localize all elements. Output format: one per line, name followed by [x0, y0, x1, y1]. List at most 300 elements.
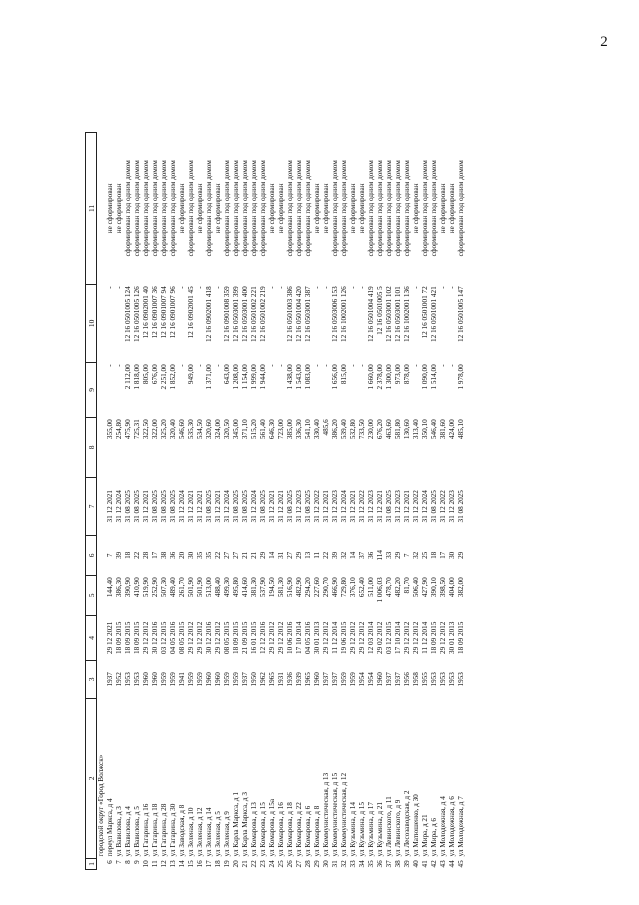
land-status: сформирован под одним домом	[295, 160, 303, 257]
address: ул Комарова, д 6	[304, 805, 312, 857]
year-built: 1937	[331, 672, 339, 687]
land-area: 1 944,00	[259, 364, 267, 390]
cost: 130,60	[403, 419, 411, 440]
cadastral-number: -	[178, 286, 186, 289]
registration-date: 29 12 2012	[358, 621, 366, 654]
cost: 381,60	[439, 419, 447, 440]
registration-date: 29 12 2012	[403, 621, 411, 654]
year-built: 1959	[169, 672, 177, 687]
registration-date: 29 12 2012	[196, 621, 204, 654]
residents-count: 13	[304, 551, 312, 559]
cadastral-number: -	[358, 286, 366, 289]
address: ул Мира, д 6	[430, 817, 438, 857]
deadline-date: 31 12 2021	[142, 490, 150, 523]
table-row	[286, 132, 295, 869]
area: 427,90	[421, 577, 429, 598]
table-row	[376, 132, 385, 869]
table-row	[214, 132, 223, 869]
year-built: 1959	[223, 672, 231, 687]
deadline-date: 31 12 2024	[421, 490, 429, 523]
table-row	[250, 132, 259, 869]
residents-count: 21	[250, 551, 258, 559]
year-built: 1965	[268, 672, 276, 687]
cadastral-number: 12 16 0503001 400	[241, 286, 249, 343]
row-number: 25	[277, 860, 285, 868]
address: ул Гагарина, д 28	[160, 803, 168, 857]
row-number: 34	[358, 860, 366, 868]
table-row	[115, 132, 124, 869]
residents-count: 27	[286, 551, 294, 559]
cost: 532,80	[349, 419, 357, 440]
residents-count: 29	[394, 551, 402, 559]
deadline-date: 31 12 2024	[115, 490, 123, 523]
address: переул Маркса, д 4	[106, 798, 114, 857]
registration-date: 29 12 2012	[214, 621, 222, 654]
land-status: сформирован под одним домом	[385, 160, 393, 257]
residents-count: 33	[385, 551, 393, 559]
address: ул Матюшенко, д 30	[412, 794, 420, 857]
column-number: 3	[86, 660, 97, 698]
year-built: 1953	[448, 672, 456, 687]
registration-date: 17 10 2014	[295, 621, 303, 654]
year-built: 1953	[124, 672, 132, 687]
table-row	[169, 132, 178, 869]
land-area: 1 208,00	[232, 364, 240, 390]
land-status: сформирован под одним домом	[151, 160, 159, 257]
area: 386,30	[115, 577, 123, 598]
area: 511,00	[367, 577, 375, 597]
land-status: не сформирован	[115, 183, 123, 234]
land-area: -	[214, 364, 222, 367]
address: ул Молодежная, д 6	[448, 796, 456, 857]
table-row	[259, 132, 268, 869]
land-area: 1 438,00	[286, 364, 294, 390]
deadline-date: 31 12 2021	[106, 490, 114, 523]
residents-count: 7	[403, 553, 411, 558]
table-row	[457, 132, 466, 869]
land-status: сформирован под одним домом	[421, 160, 429, 257]
cadastral-number: -	[115, 286, 123, 289]
cost: 324,00	[214, 419, 222, 440]
area: 414,60	[241, 577, 249, 598]
land-status: не сформирован	[178, 183, 186, 234]
year-built: 1959	[349, 672, 357, 687]
cost: 515,20	[250, 419, 258, 440]
residents-count: 36	[169, 551, 177, 559]
land-area: 2 251,00	[160, 364, 168, 390]
cadastral-number: 12 16 0503001 101	[394, 286, 402, 343]
cadastral-number: 12 16 0902001 418	[205, 286, 213, 343]
registration-date: 18 09 2015	[232, 621, 240, 654]
year-built: 1937	[322, 672, 330, 687]
table-row	[241, 132, 250, 869]
registration-date: 29 12 2021	[106, 621, 114, 654]
area: 652,40	[358, 577, 366, 598]
cadastral-number: 12 16 1002001 136	[403, 286, 411, 343]
row-number: 23	[259, 860, 267, 868]
deadline-date: 31 08 2025	[133, 490, 141, 523]
year-built: 1956	[403, 672, 411, 687]
table-row	[304, 132, 313, 869]
residents-count: 32	[340, 551, 348, 559]
table-row	[142, 132, 151, 869]
table-row	[232, 132, 241, 869]
area: 261,70	[178, 577, 186, 598]
area: 81,70	[403, 577, 411, 594]
table-row	[151, 132, 160, 869]
table-row	[106, 132, 115, 869]
column-number: 5	[86, 575, 97, 615]
table-row	[295, 132, 304, 869]
address: ул Гагарина, д 18	[151, 803, 159, 857]
land-status: сформирован под одним домом	[232, 160, 240, 257]
residents-count: 18	[124, 551, 132, 559]
cost: 322,00	[151, 419, 159, 440]
year-built: 1960	[313, 672, 321, 687]
cadastral-number: 12 16 0503001 399	[232, 286, 240, 343]
residents-count: 29	[457, 551, 465, 559]
row-number: 31	[331, 860, 339, 868]
area: 466,90	[331, 577, 339, 598]
address: ул Зеленая, д 10	[187, 807, 195, 857]
year-built: 1959	[196, 672, 204, 687]
cadastral-number: 12 16 0901008 359	[223, 286, 231, 343]
area: 513,00	[205, 577, 213, 598]
deadline-date: 31 12 2023	[367, 490, 375, 523]
cadastral-number: 12 16 0501003 386	[286, 286, 294, 343]
area: 488,40	[214, 577, 222, 598]
row-number: 19	[223, 860, 231, 868]
land-area: -	[313, 364, 321, 367]
row-number: 35	[367, 860, 375, 868]
land-area: 1 818,00	[133, 364, 141, 390]
cadastral-number: -	[214, 286, 222, 289]
cadastral-number: -	[439, 286, 447, 289]
table-row	[223, 132, 232, 869]
registration-date: 18 09 2015	[430, 621, 438, 654]
deadline-date: 31 08 2025	[205, 490, 213, 523]
area: 1 006,03	[376, 577, 384, 603]
land-status: не сформирован	[196, 183, 204, 234]
deadline-date: 31 12 2021	[349, 490, 357, 523]
deadline-date: 31 12 2023	[295, 490, 303, 523]
cost: 581,80	[394, 419, 402, 440]
deadline-date: 31 12 2021	[322, 490, 330, 523]
table-row	[133, 132, 142, 869]
table-row	[205, 132, 214, 869]
residents-count: 21	[241, 551, 249, 559]
area: 227,60	[313, 577, 321, 598]
area: 381,30	[250, 577, 258, 598]
row-number: 36	[376, 860, 384, 868]
land-status: не сформирован	[313, 183, 321, 234]
cadastral-number: -	[313, 286, 321, 289]
area: 410,90	[133, 577, 141, 598]
area: 290,70	[322, 577, 330, 598]
address: ул Кузьмина, д 14	[349, 802, 357, 857]
address: ул Молодежная, д 7	[457, 796, 465, 857]
address: ул Коммунистическая, д 12	[340, 772, 348, 857]
address: ул Левинского, д 9	[394, 799, 402, 857]
table-row	[403, 132, 412, 869]
land-status: сформирован под одним домом	[133, 160, 141, 257]
registration-date: 29 12 2012	[187, 621, 195, 654]
area: 398,50	[439, 577, 447, 598]
page-number: 2	[600, 34, 608, 50]
land-status: не сформирован	[448, 183, 456, 234]
row-number: 17	[205, 860, 213, 868]
cost: 254,80	[115, 419, 123, 440]
area: 144,40	[106, 577, 114, 598]
land-area: 1 660,00	[367, 364, 375, 390]
cadastral-number: 12 16 0501005 147	[457, 286, 465, 343]
land-area: -	[412, 364, 420, 367]
deadline-date: 31 12 2021	[214, 490, 222, 523]
column-number: 10	[86, 284, 97, 362]
residents-count: 22	[133, 551, 141, 559]
registration-date: 30 12 2016	[151, 621, 159, 654]
cost: 725,31	[133, 419, 141, 440]
year-built: 1953	[430, 672, 438, 687]
year-built: 1954	[358, 672, 366, 687]
registration-date: 17 10 2014	[394, 621, 402, 654]
deadline-date: 31 08 2025	[259, 490, 267, 523]
area: 519,90	[142, 577, 150, 598]
column-number: 4	[86, 615, 97, 660]
year-built: 1931	[277, 672, 285, 687]
deadline-date: 31 12 2022	[313, 490, 321, 523]
cost: 320,60	[205, 419, 213, 440]
column-number: 6	[86, 535, 97, 575]
residents-count: 25	[421, 551, 429, 559]
area: 495,80	[232, 577, 240, 598]
year-built: 1960	[142, 672, 150, 687]
cost: 386,20	[331, 419, 339, 440]
row-number: 28	[304, 860, 312, 868]
address: ул Гагарина, д 16	[142, 803, 150, 857]
residents-count: 39	[331, 551, 339, 559]
row-number: 29	[313, 860, 321, 868]
cost: 313,40	[412, 419, 420, 440]
cost: 676,20	[376, 419, 384, 440]
land-status: сформирован под одним домом	[223, 160, 231, 257]
year-built: 1937	[394, 672, 402, 687]
land-area: 949,00	[187, 364, 195, 385]
cadastral-number: 12 16 0901007 36	[151, 286, 159, 339]
registration-date: 12 03 2014	[367, 621, 375, 654]
table-row	[160, 132, 169, 869]
land-area: 1 978,00	[457, 364, 465, 390]
deadline-date: 31 12 2022	[412, 490, 420, 523]
land-area: 878,00	[403, 364, 411, 385]
table-row	[412, 132, 421, 869]
row-number: 33	[349, 860, 357, 868]
cadastral-number: -	[277, 286, 285, 289]
address: ул Коммунистическая, д 15	[331, 772, 339, 857]
registration-date: 16 01 2015	[250, 621, 258, 654]
deadline-date: 31 12 2021	[403, 490, 411, 523]
table-row	[331, 132, 340, 869]
area: 501,90	[196, 577, 204, 598]
table-row	[358, 132, 367, 869]
address: ул Левинского, д 11	[385, 796, 393, 857]
year-built: 1950	[250, 672, 258, 687]
cadastral-number: 12 16 0501002 221	[250, 286, 258, 343]
land-status: сформирован под одним домом	[394, 160, 402, 257]
residents-count: 37	[358, 551, 366, 559]
land-area: 643,00	[223, 364, 231, 385]
table-row	[439, 132, 448, 869]
year-built: 1960	[205, 672, 213, 687]
residents-count: 32	[412, 551, 420, 559]
cadastral-number: 12 16 0501001 72	[421, 286, 429, 339]
deadline-date: 31 12 2024	[250, 490, 258, 523]
cadastral-number: 12 16 0503001 387	[304, 286, 312, 343]
land-status: не сформирован	[277, 183, 285, 234]
row-number: 16	[196, 860, 204, 868]
residents-count: 22	[214, 551, 222, 559]
land-area: 676,00	[151, 364, 159, 385]
deadline-date: 31 08 2025	[232, 490, 240, 523]
address: ул Коммунистическая, д 13	[322, 772, 330, 857]
cost: 424,00	[448, 419, 456, 440]
land-status: сформирован под одним домом	[160, 160, 168, 257]
cost: 320,50	[223, 419, 231, 440]
table-row	[394, 132, 403, 869]
cost: 385,00	[286, 419, 294, 440]
deadline-date: 31 12 2023	[448, 490, 456, 523]
registration-date: 29 02 2012	[376, 621, 384, 654]
row-number: 22	[250, 860, 258, 868]
land-area: 1 083,00	[304, 364, 312, 390]
deadline-date: 31 12 2023	[331, 490, 339, 523]
land-status: сформирован под одним домом	[142, 160, 150, 257]
residents-count: 28	[142, 551, 150, 559]
cadastral-number: 12 16 0901007 96	[169, 286, 177, 339]
land-area: -	[358, 364, 366, 367]
registration-date: 29 12 2012	[142, 621, 150, 654]
land-area: 2 378,00	[376, 364, 384, 390]
registration-date: 29 12 2012	[322, 621, 330, 654]
cost: 561,40	[259, 419, 267, 440]
address: ул Комарова, д 22	[295, 802, 303, 857]
cadastral-number: -	[196, 286, 204, 289]
cost: 534,50	[196, 419, 204, 440]
land-area: -	[439, 364, 447, 367]
land-status: сформирован под одним домом	[187, 160, 195, 257]
row-number: 41	[421, 860, 429, 868]
address: ул Лесозаводская, д 2	[403, 790, 411, 857]
table-row	[430, 132, 439, 869]
residents-count: 7	[106, 553, 114, 558]
row-number: 45	[457, 860, 465, 868]
land-status: сформирован под одним домом	[259, 160, 267, 257]
deadline-date: 31 08 2025	[241, 490, 249, 523]
deadline-date: 31 12 2021	[277, 490, 285, 523]
land-status: сформирован под одним домом	[124, 160, 132, 257]
table-row	[367, 132, 376, 869]
row-number: 39	[403, 860, 411, 868]
registration-date: 08 05 2015	[223, 621, 231, 654]
residents-count: 30	[448, 551, 456, 559]
deadline-date: 31 12 2024	[223, 490, 231, 523]
year-built: 1937	[241, 672, 249, 687]
year-built: 1962	[259, 672, 267, 687]
land-status: сформирован под одним домом	[457, 160, 465, 257]
cadastral-number: 12 16 0902001 45	[187, 286, 195, 339]
row-number: 27	[295, 860, 303, 868]
registration-date: 29 12 2012	[439, 621, 447, 654]
land-status: сформирован под одним домом	[430, 160, 438, 257]
area: 482,90	[295, 577, 303, 598]
land-status: не сформирован	[439, 183, 447, 234]
cadastral-number: -	[106, 286, 114, 289]
residents-count: 29	[295, 551, 303, 559]
area: 194,50	[268, 577, 276, 598]
cost: 230,00	[367, 419, 375, 440]
row-number: 26	[286, 860, 294, 868]
cadastral-number: 12 16 0501004 420	[295, 286, 303, 343]
registration-date: 03 12 2015	[160, 621, 168, 654]
land-area: 1 371,00	[205, 364, 213, 390]
land-area: 1 514,00	[430, 364, 438, 390]
address: ул Молодежная, д 4	[439, 796, 447, 857]
address: ул Зеленая, д 14	[205, 807, 213, 857]
cost: 475,90	[124, 419, 132, 440]
year-built: 1955	[421, 672, 429, 687]
registration-date: 08 05 2015	[178, 621, 186, 654]
land-status: не сформирован	[349, 183, 357, 234]
cost: 463,60	[385, 419, 393, 440]
address: ул Зеленая, д 12	[196, 807, 204, 857]
land-status: сформирован под одним домом	[403, 160, 411, 257]
table-row	[124, 132, 133, 869]
area: 489,40	[169, 577, 177, 598]
registration-date: 11 12 2014	[421, 621, 429, 654]
table-row	[313, 132, 322, 869]
registration-date: 18 09 2015	[115, 621, 123, 654]
column-number: 1	[86, 858, 97, 869]
deadline-date: 31 08 2025	[124, 490, 132, 523]
table-row	[277, 132, 286, 869]
row-number: 8	[124, 860, 132, 864]
cadastral-number: -	[412, 286, 420, 289]
year-built: 1965	[304, 672, 312, 687]
residents-count: 17	[151, 551, 159, 559]
area: 252,90	[151, 577, 159, 598]
land-area: 1 300,00	[385, 364, 393, 390]
land-area: 815,00	[340, 364, 348, 385]
cadastral-number: 12 16 0501001 421	[430, 286, 438, 343]
registration-date: 12 12 2016	[259, 621, 267, 654]
residents-count: 31	[277, 551, 285, 559]
deadline-date: 31 08 2025	[151, 490, 159, 523]
deadline-date: 31 12 2024	[340, 490, 348, 523]
table-row	[349, 132, 358, 869]
area: 537,90	[259, 577, 267, 598]
address: ул Вавилова, д 5	[133, 806, 141, 857]
table-row	[448, 132, 457, 869]
table-row	[385, 132, 394, 869]
land-status: сформирован под одним домом	[169, 160, 177, 257]
address: ул Зеленая, д 9	[223, 811, 231, 857]
table-row	[196, 132, 205, 869]
cost: 535,30	[187, 419, 195, 440]
cost: 723,00	[277, 419, 285, 440]
residents-count: 18	[430, 551, 438, 559]
year-built: 1953	[439, 672, 447, 687]
area: 729,80	[340, 577, 348, 598]
